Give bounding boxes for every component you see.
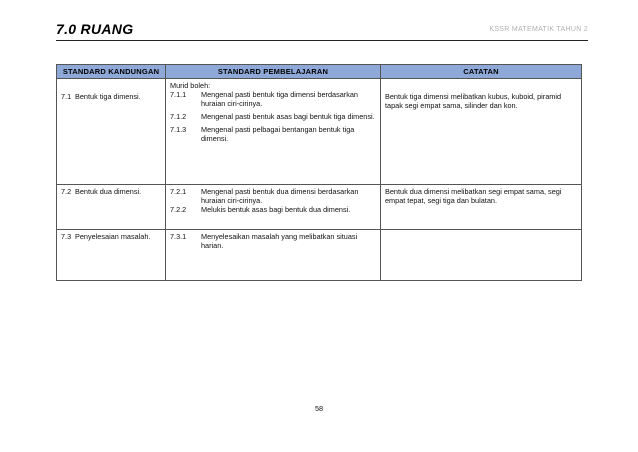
kandungan-number: 7.2 [61, 187, 72, 196]
column-header-catatan: CATATAN [381, 65, 582, 79]
table-header-row [57, 65, 582, 79]
pembelajaran-item [170, 112, 376, 121]
catatan-cell: Bentuk dua dimensi melibatkan segi empat sama, segi empat tepat, segi tiga dan bulatan. [381, 185, 582, 230]
kandungan-cell [57, 230, 166, 281]
kandungan-text: Bentuk tiga dimensi. [75, 92, 141, 101]
column-header-standard-kandungan: STANDARD KANDUNGAN [57, 65, 166, 79]
pembelajaran-text: Melukis bentuk asas bagi bentuk dua dimensi. [201, 205, 351, 214]
kandungan-text: Bentuk dua dimensi. [75, 187, 142, 196]
pembelajaran-intro: Murid boleh: [170, 81, 211, 90]
page-number: 58 [314, 404, 324, 413]
table-row [57, 230, 582, 281]
pembelajaran-item [170, 205, 376, 214]
standards-table [56, 64, 582, 281]
pembelajaran-text: Mengenal pasti bentuk dua dimensi berdasarkan huraian ciri-cirinya. [201, 187, 359, 205]
catatan-cell: Bentuk tiga dimensi melibatkan kubus, kuboid, piramid tapak segi empat sama, silinder dan kon. [381, 79, 582, 185]
pembelajaran-cell [166, 79, 381, 185]
kandungan-text: Penyelesaian masalah. [75, 232, 151, 241]
pembelajaran-text: Mengenal pasti bentuk tiga dimensi berdasarkan huraian ciri-cirinya. [201, 90, 358, 108]
kandungan-number: 7.3 [61, 232, 72, 241]
pembelajaran-number: 7.1.1 [170, 90, 187, 99]
pembelajaran-number: 7.3.1 [170, 232, 187, 241]
catatan-cell [381, 230, 582, 281]
kandungan-number: 7.1 [61, 92, 72, 101]
table-row [57, 185, 582, 230]
pembelajaran-number: 7.1.3 [170, 125, 187, 134]
page-title: 7.0 RUANG [56, 21, 134, 37]
document-series-label: KSSR MATEMATIK TAHUN 2 [489, 26, 588, 33]
pembelajaran-item [170, 125, 376, 143]
pembelajaran-item [170, 187, 376, 205]
pembelajaran-number: 7.2.2 [170, 205, 187, 214]
kandungan-cell [57, 79, 166, 185]
pembelajaran-text: Mengenal pasti pelbagai bentangan bentuk tiga dimensi. [201, 125, 355, 143]
column-header-standard-pembelajaran: STANDARD PEMBELAJARAN [166, 65, 381, 79]
pembelajaran-text: Menyelesaikan masalah yang melibatkan situasi harian. [201, 232, 358, 250]
kandungan-cell [57, 185, 166, 230]
header-divider [56, 40, 588, 41]
pembelajaran-text: Mengenal pasti bentuk asas bagi bentuk tiga dimensi. [201, 112, 375, 121]
pembelajaran-item [170, 90, 376, 108]
table-row [57, 79, 582, 185]
pembelajaran-number: 7.1.2 [170, 112, 187, 121]
pembelajaran-number: 7.2.1 [170, 187, 187, 196]
pembelajaran-cell [166, 185, 381, 230]
pembelajaran-cell [166, 230, 381, 281]
pembelajaran-item [170, 232, 376, 250]
